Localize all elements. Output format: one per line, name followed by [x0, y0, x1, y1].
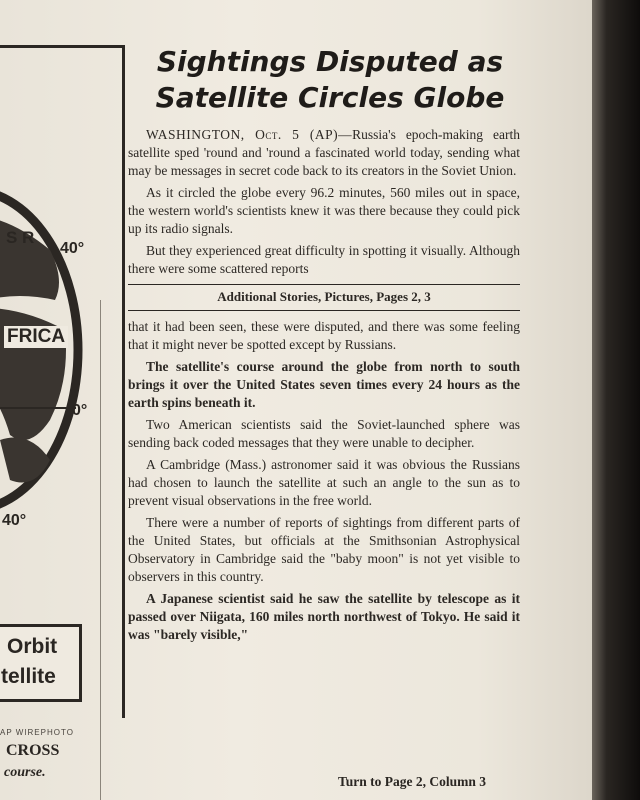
article-paragraph-3: But they experienced great difficulty in spotting it visually. Although there were some scattered reports: [128, 243, 520, 276]
article-body: [128, 126, 520, 648]
orbit-caption-line1: Orbit: [7, 635, 58, 658]
orbit-caption-line2: tellite: [1, 665, 56, 688]
column-rule: [100, 300, 101, 800]
headline: [150, 44, 510, 116]
map-label-africa: FRICA: [4, 326, 68, 348]
article-bold-paragraph: The satellite's course around the globe from north to south brings it over the United States seven times every 24 hours as the earth spins beneath it.: [128, 359, 520, 410]
caption-cross-word: CROSS: [6, 742, 60, 759]
dateline: WASHINGTON, Oct. 5 (AP)—: [146, 127, 353, 142]
orbit-caption-box: [0, 624, 82, 702]
map-label-ussr-letters: S R: [6, 228, 35, 247]
headline-line1: Sightings Disputed as: [156, 45, 504, 78]
article-paragraph-5: Two American scientists said the Soviet-launched sphere was sending back coded messages that they were unable to decipher.: [128, 417, 520, 450]
jump-line: Turn to Page 2, Column 3: [338, 774, 487, 789]
article-paragraph-4: that it had been seen, these were disputed, and there was some feeling that it might never be spotted except by Russians.: [128, 319, 520, 352]
article-paragraph-2: As it circled the globe every 96.2 minutes, 560 miles out in space, the western world's scientists knew it was there because they could pick up its radio signals.: [128, 185, 520, 236]
page-gutter-shadow: [592, 0, 640, 800]
caption-course-word: course.: [4, 765, 46, 780]
article-paragraph-1: [128, 126, 520, 180]
article-paragraph-6: A Cambridge (Mass.) astronomer said it was obvious the Russians had chosen to launch the satellite at such an angle to the sun as to prevent visual observations in the free world.: [128, 457, 520, 508]
map-label-lat-40s: 40°: [2, 512, 27, 529]
headline-line2: Satellite Circles Globe: [155, 81, 505, 114]
article-bold-closing: A Japanese scientist said he saw the satellite by telescope as it passed over Niigata, 160 miles north northwest of Tokyo. He said it was "barely visible,": [128, 591, 520, 642]
photo-credit: AP WIREPHOTO: [0, 728, 74, 737]
paragraph-1-text: Russia's epoch-making earth satellite sped 'round and 'round a fascinated world today, sending what may be messages in secret code back to its creators in the Soviet Union.: [128, 127, 520, 178]
map-label-lat-40n: 40°: [60, 240, 85, 257]
article-paragraph-7: There were a number of reports of sightings from different parts of the United States, but officials at the Smithsonian Astrophysical Observatory in Cambridge said the "baby moon" is not yet visible to observers in this country.: [128, 515, 520, 584]
additional-stories-box: Additional Stories, Pictures, Pages 2, 3: [128, 284, 520, 311]
map-label-lat-0: 0°: [72, 402, 88, 419]
